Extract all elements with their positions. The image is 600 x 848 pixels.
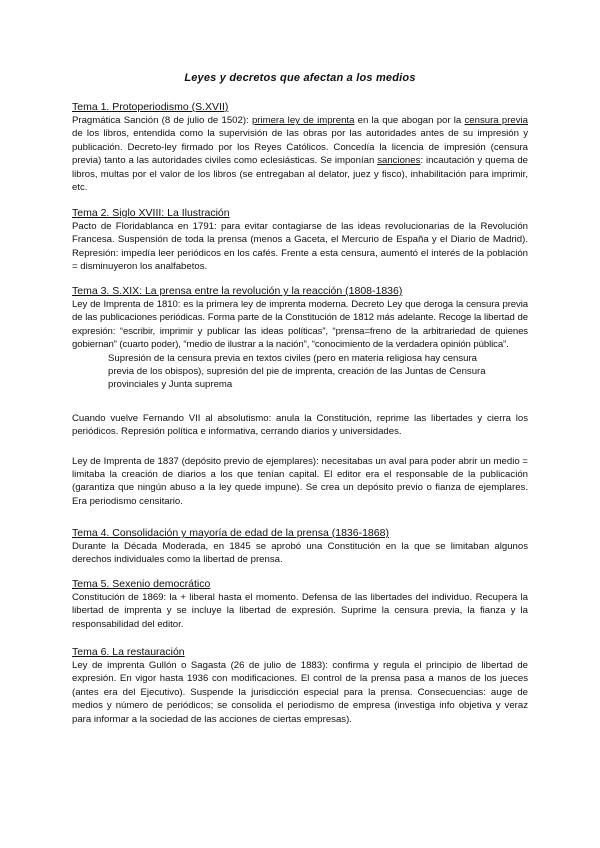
underlined-term: primera ley de imprenta — [251, 115, 355, 126]
section-paragraph: Ley de Imprenta de 1810: es la primera ley de imprenta moderna. Decreto Ley que deroga la censura previa de las publicaciones periódicas. Forma parte de la Constitución de 1812 más adelante. Recoge la libertad de expresión: “escribir, imprimir y publicar las ideas políticas”, “prensa=freno de la arbitrariedad de quienes gobiernan” (cuarto poder), “medio de ilustrar a la nación”, “conocimiento de la verdadera opinión pública”. — [72, 299, 528, 351]
section-paragraph — [72, 114, 528, 194]
text-run: Pragmática Sanción (8 de julio de 1502): — [72, 115, 252, 126]
section-paragraph: Ley de Imprenta de 1837 (depósito previo de ejemplares): necesitabas un aval para poder abrir un medio = limitaba la creación de diarios a los que tenían capital. El editor era el responsable de la publicación (garantiza que ningún abuso a la ley quede impune). Se crea un depósito previo o fianza de ejemplares. Era periodismo censitario. — [72, 455, 528, 507]
section-paragraph: Cuando vuelve Fernando VII al absolutismo: anula la Constitución, reprime las libertades y cierra los periódicos. Represión política e informativa, cerrando diarios y universidades. — [72, 412, 528, 438]
section-paragraph: Constitución de 1869: la + liberal hasta el momento. Defensa de las libertades del individuo. Recupera la libertad de imprenta y se incluye la libertad de expresión. Suprime la censura previa, la fianza y la responsabilidad del editor. — [72, 592, 528, 630]
underlined-term: sanciones — [377, 155, 421, 167]
document-title: Leyes y decretos que afectan a los medios — [184, 72, 416, 84]
text-run: : incautación y quema de libros, multas por el valor de los libros (se entregaban al delator, juez y fisco), inhabilitación para imprimir, etc. — [72, 155, 528, 194]
indented-paragraph: Supresión de la censura previa en textos civiles (pero en materia religiosa hay censura previa de los obispos), supresión del pie de imprenta, creación de las Juntas de Censura provinciales y Junta suprema — [108, 352, 486, 391]
section-heading: Tema 1. Protoperiodismo (S.XVII) — [72, 101, 229, 113]
section-tema-3 — [72, 285, 528, 508]
text-run: en la que abogan por la — [354, 115, 465, 126]
section-tema-4 — [72, 527, 528, 567]
section-heading: Tema 2. Siglo XVIII: La Ilustración — [72, 207, 230, 219]
section-heading: Tema 4. Consolidación y mayoría de edad de la prensa (1836-1868) — [72, 527, 389, 539]
section-heading: Tema 3. S.XIX: La prensa entre la revolución y la reacción (1808-1836) — [72, 285, 403, 297]
underlined-term: censura previa — [464, 115, 528, 126]
section-paragraph: Ley de imprenta Gullón o Sagasta (26 de julio de 1883): confirma y regula el principio de libertad de expresión. En vigor hasta 1936 con modificaciones. El control de la prensa pasa a manos de los jueces (antes era del Ejecutivo). Suspende la jurisdicción especial para la prensa. Consecuencias: auge de medios y número de periódicos; se consolida el periodismo de empresa (investiga info objetiva y veraz para informar a la sociedad de las acciones de ciertas empresas). — [72, 660, 528, 725]
section-tema-2 — [72, 207, 528, 274]
text-run: de los libros, entendida como la supervisión de las obras por las autoridades antes de su impresión y publicación. Decreto-ley firmado por los Reyes Católicos. Concedía la licencia de impresión (censura previa) tanto a las autoridades civiles como eclesiásticas. Se imponían — [72, 128, 528, 167]
section-tema-1 — [72, 101, 528, 194]
section-tema-6 — [72, 646, 528, 726]
section-heading: Tema 6. La restauración — [72, 646, 185, 658]
section-heading: Tema 5. Sexenio democrático — [72, 578, 211, 590]
section-tema-5 — [72, 578, 528, 631]
section-paragraph: Durante la Década Moderada, en 1845 se aprobó una Constitución en la que se limitaban algunos derechos individuales como la libertad de prensa. — [72, 541, 528, 566]
section-paragraph: Pacto de Floridablanca en 1791: para evitar contagiarse de las ideas revolucionarias de la Revolución Francesa. Suspensión de toda la prensa (menos a Gaceta, el Mercurio de España y el Diario de Madrid). Represión: impedía leer periódicos en los cafés. Frente a esta censura, aumentó el interés de la población = disminuyeron los analfabetos. — [72, 221, 528, 273]
